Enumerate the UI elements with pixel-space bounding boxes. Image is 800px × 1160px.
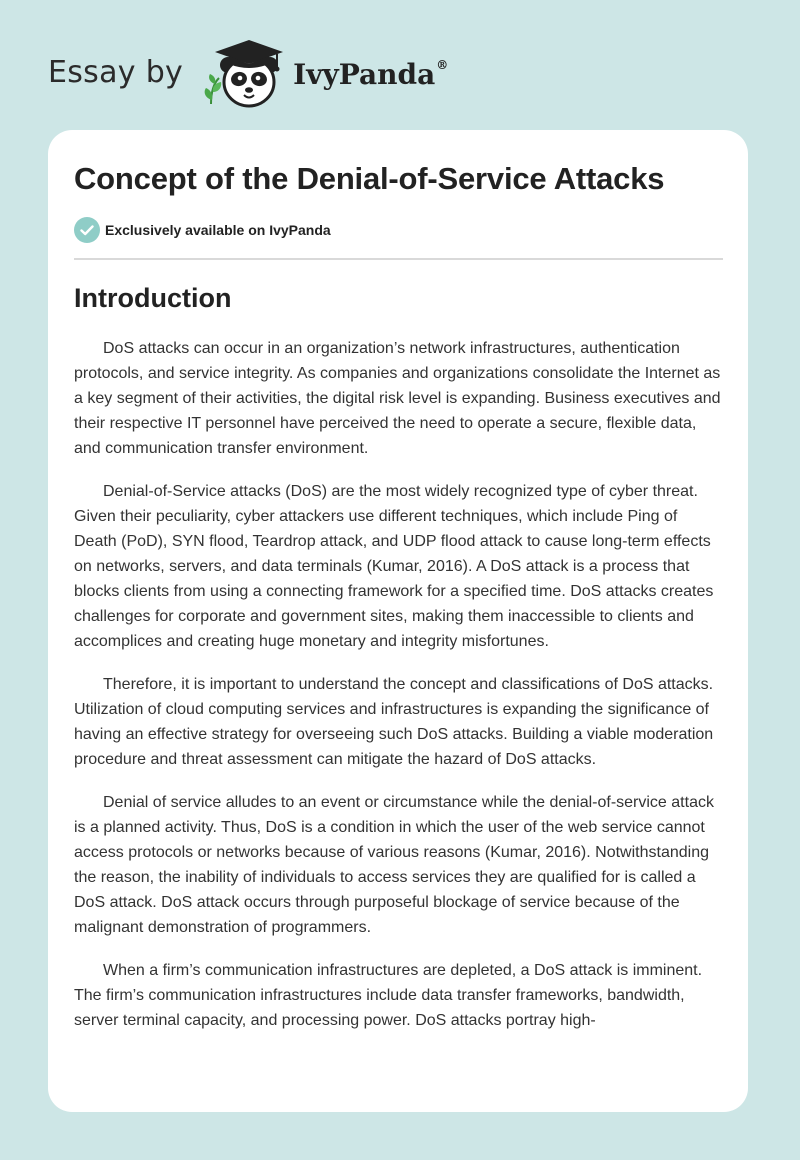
badge-text: Exclusively available on IvyPanda (105, 222, 331, 239)
essay-card (48, 130, 748, 1112)
section-heading: Introduction (74, 283, 232, 314)
exclusive-badge (74, 217, 724, 243)
paragraph: When a firm’s communication infrastructures are depleted, a DoS attack is imminent. The firm’s communication infrastructures include data transfer frameworks, bandwidth, server terminal capacity, and processing power. DoS attacks portray high- (74, 961, 703, 1029)
paragraph: Therefore, it is important to understand the concept and classifications of DoS attacks. Utilization of cloud computing services and infrastructures is expanding the significance of having an effective strategy for overseeing such DoS attacks. Building a viable moderation procedure and threat assessment can mitigate the hazard of DoS attacks. (74, 675, 714, 768)
brand-name (293, 58, 448, 91)
paragraph: Denial of service alludes to an event or circumstance while the denial-of-service attack is a planned activity. Thus, DoS is a condition in which the user of the web service cannot access protocols or networks because of various reasons (Kumar, 2016). Notwithstanding the reason, the inability of individuals to access services they are qualified for is called a DoS attack. DoS attack occurs through purposeful blockage of service because of the malignant demonstration of programmers. (74, 793, 714, 936)
registered-mark: ® (436, 58, 449, 73)
brand-prefix: Essay by (48, 54, 184, 90)
check-circle-icon (74, 217, 100, 243)
page-title: Concept of the Denial-of-Service Attacks (74, 161, 665, 196)
brand-name-text: IvyPanda (293, 57, 436, 91)
brand-header[interactable] (48, 34, 448, 110)
essay-content (74, 160, 724, 1051)
panda-graduate-logo-icon (197, 34, 291, 110)
paragraph: Denial-of-Service attacks (DoS) are the most widely recognized type of cyber threat. Given their peculiarity, cyber attackers use different techniques, which include Ping of Death (PoD), SYN flood, Teardrop attack, and UDP flood attack to cause long-term effects on networks, servers, and data terminals (Kumar, 2016). A DoS attack is a process that blocks clients from using a connecting framework for a specified time. DoS attacks creates challenges for corporate and government sites, making them inaccessible to clients and accomplices and creating huge monetary and integrity misfortunes. (74, 482, 714, 650)
paragraph: DoS attacks can occur in an organization’s network infrastructures, authentication protocols, and service integrity. As companies and organizations consolidate the Internet as a key segment of their activities, the digital risk level is expanding. Business executives and their respective IT personnel have perceived the need to operate a secure, flexible data, and communication transfer environment. (74, 339, 721, 457)
divider (74, 258, 723, 260)
essay-body (74, 336, 724, 1033)
